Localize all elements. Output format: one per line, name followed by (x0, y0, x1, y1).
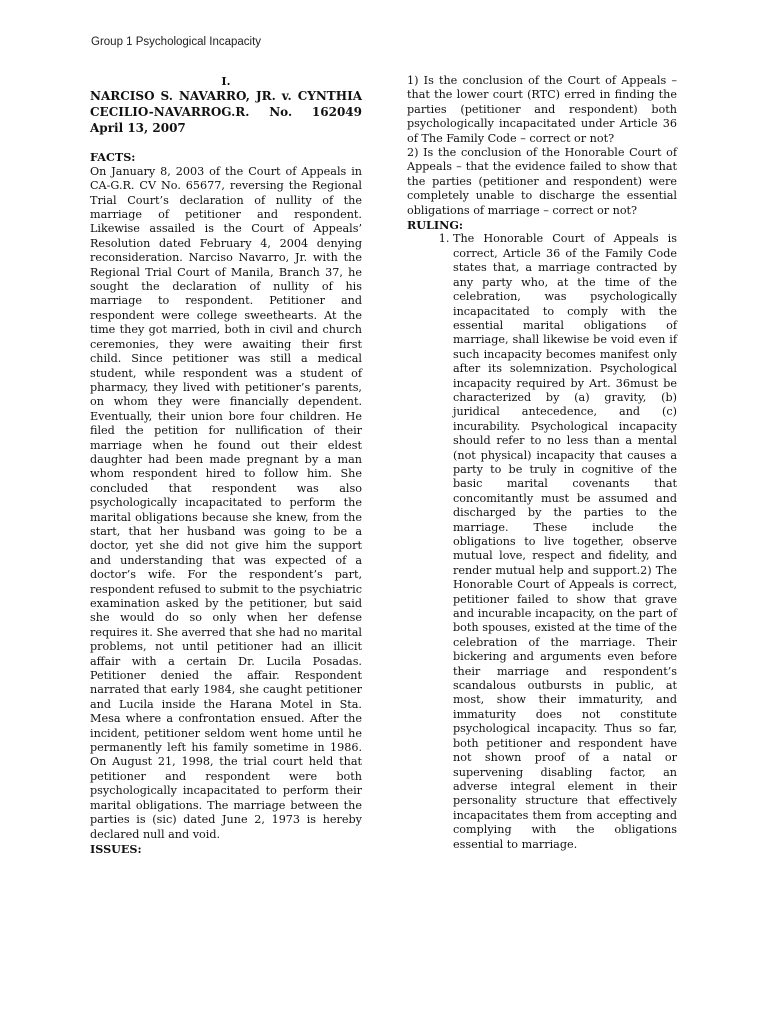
ruling-heading: RULING: (407, 218, 464, 233)
issues-heading: ISSUES: (90, 841, 142, 856)
spacer (90, 136, 362, 150)
issue-item-2: 2) Is the conclusion of the Honorable Court of Appeals – that the evidence failed to show that the parties (petitioner and respondent) were completely unable to discharge the essential obligations of marriage – correct or not? (407, 146, 677, 217)
issue-item-1: 1) Is the conclusion of the Court of Appeals – that the lower court (RTC) erred in finding the parties (petitioner and respondent) both psychologically incapacitated under Article 36 of The Family Code – correct or not? (407, 74, 677, 145)
page-header: Group 1 Psychological Incapacity (91, 36, 262, 48)
left-column (90, 74, 362, 856)
ruling-list (407, 232, 677, 851)
ruling-item-1: 1. The Honorable Court of Appeals is correct, Article 36 of the Family Code states that, a marriage contracted by any party who, at the time of the celebration, was psychologically incapacitated to comply with the essential marital obligations of marriage, shall likewise be void even if such incapacity becomes manifest only after its solemnization. Psychological incapacity required by Art. 36must be characterized by (a) gravity, (b) juridical antecedence, and (c) incurability. Psychological incapacity should refer to no less than a mental (not physical) incapacity that causes a party to be truly in cognitive of the basic marital covenants that concomitantly must be assumed and discharged by the parties to the marriage. These include the obligations to live together, observe mutual love, respect and fidelity, and render mutual help and support.2) The Honorable Court of Appeals is correct, petitioner failed to show that grave and incurable incapacity, on the part of both spouses, existed at the time of the celebration of the marriage. Their bickering and arguments even before their marriage and respondent’s scandalous outbursts in public, at most, show their immaturity, and immaturity does not constitute psychological incapacity. Thus so far, both petitioner and respondent have not shown proof of a natal or supervening disabling factor, an adverse integral element in their personality structure that effectively incapacitates them from accepting and complying with the obligations essential to marriage. (453, 232, 677, 851)
case-title: NARCISO S. NAVARRO, JR. v. CYNTHIA CECILIO-NAVARROG.R. No. 162049 April 13, 2007 (90, 89, 362, 136)
right-column (407, 74, 677, 852)
case-number: I. (221, 74, 231, 88)
facts-heading: FACTS: (90, 150, 136, 165)
facts-body: On January 8, 2003 of the Court of Appeals in CA-G.R. CV No. 65677, reversing the Regional Trial Court’s declaration of nullity of the marriage of petitioner and respondent. Likewise assailed is the Court of Appeals’ Resolution dated February 4, 2004 denying reconsideration. Narciso Navarro, Jr. with the Regional Trial Court of Manila, Branch 37, he sought the declaration of nullity of his marriage to respondent. Petitioner and respondent were college sweethearts. At the time they got married, both in civil and church ceremonies, they were awaiting their first child. Since petitioner was still a medical student, while respondent was a student of pharmacy, they lived with petitioner’s parents, on whom they were financially dependent. Eventually, their union bore four children. He filed the petition for nullification of their marriage when he found out their eldest daughter had been made pregnant by a man whom respondent hired to follow him. She concluded that respondent was also psychologically incapacitated to perform the marital obligations because she knew, from the start, that her husband was going to be a doctor, yet she did not give him the support and understanding that was expected of a doctor’s wife. For the respondent’s part, respondent refused to submit to the psychiatric examination asked by the petitioner, but said she would do so only when her defense requires it. She averred that she had no marital problems, not until petitioner had an illicit affair with a certain Dr. Lucila Posadas. Petitioner denied the affair. Respondent narrated that early 1984, she caught petitioner and Lucila inside the Harana Motel in Sta. Mesa where a confrontation ensued. After the incident, petitioner seldom went home until he permanently left his family sometime in 1986. On August 21, 1998, the trial court held that petitioner and respondent were both psychologically incapacitated to perform their marital obligations. The marriage between the parties is (sic) dated June 2, 1973 is hereby declared null and void. (90, 164, 362, 841)
